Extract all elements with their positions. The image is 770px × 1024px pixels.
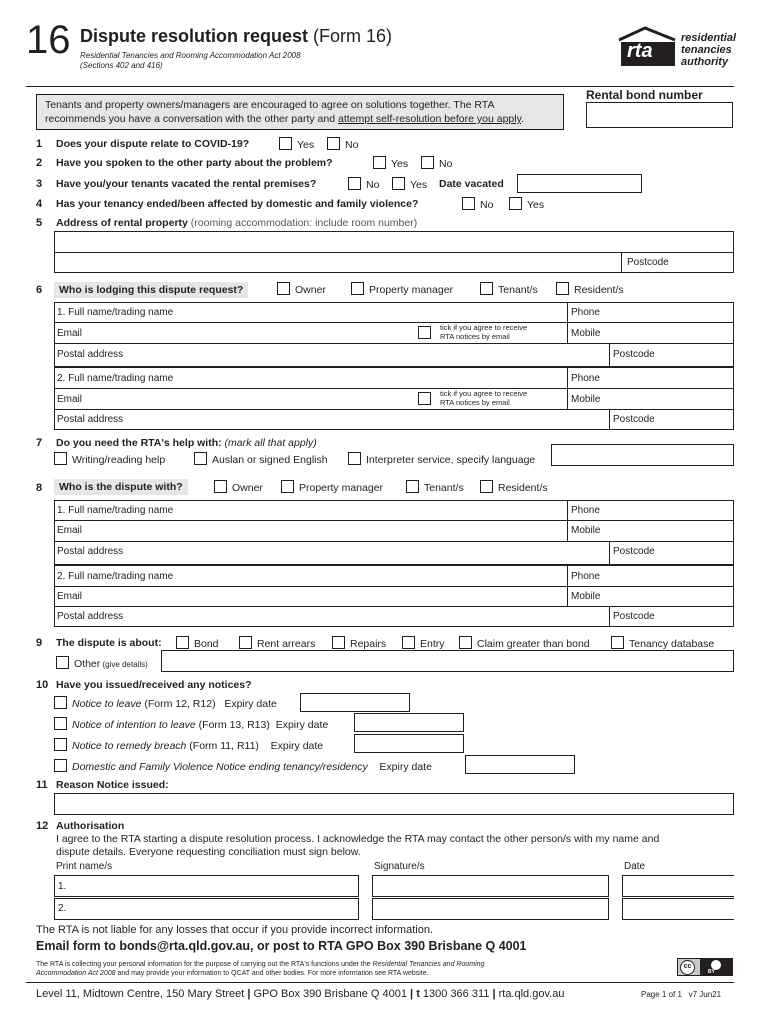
notice-to-leave-expiry[interactable] <box>300 693 410 712</box>
q4-text: Has your tenancy ended/been affected by domestic and family violence? <box>56 198 419 210</box>
q9-bond-checkbox[interactable] <box>176 636 189 649</box>
q7-interpreter-checkbox[interactable] <box>348 452 361 465</box>
row-2-label: 2. <box>58 903 67 914</box>
q8-p1-phone: Phone <box>571 505 600 516</box>
q6-p1-email: Email <box>57 328 83 339</box>
cc-icon: cc <box>680 960 695 975</box>
date-2[interactable] <box>622 898 734 920</box>
print-name-label: Print name/s <box>56 861 113 872</box>
q6-row-line <box>54 322 734 323</box>
q3-text: Have you/your tenants vacated the rental premises? <box>56 178 317 190</box>
q9-repairs[interactable]: Repairs <box>332 636 386 650</box>
q8-p2-postal: Postal address <box>57 611 124 622</box>
q9-claim[interactable]: Claim greater than bond <box>459 636 590 650</box>
q10-dfv-notice[interactable]: Domestic and Family Violence Notice ending tenancy/residency Expiry date <box>54 759 432 773</box>
privacy-notice: The RTA is collecting your personal information for the purpose of carrying out the RTA's functions under the Residential Tenancies and Rooming Accommodation Act 2008 and may provide your information to QCAT and other bodies. For more information see RTA website. <box>36 961 485 977</box>
q8-property-manager[interactable]: Property manager <box>281 480 383 494</box>
q6-row-line <box>54 388 734 389</box>
bond-number-field[interactable] <box>586 102 733 128</box>
q6-p2-name: 2. Full name/trading name <box>57 373 174 384</box>
page-title <box>80 26 392 47</box>
q8-label: Who is the dispute with? <box>54 479 188 495</box>
q12-number: 12 <box>36 820 49 832</box>
q3-no[interactable]: No <box>348 177 379 191</box>
q4-no-checkbox[interactable] <box>462 197 475 210</box>
language-field[interactable] <box>551 444 734 466</box>
q7-writing-help[interactable]: Writing/reading help <box>54 452 165 466</box>
q1-number: 1 <box>36 138 43 150</box>
submission-instructions: Email form to bonds@rta.qld.gov.au, or post to RTA GPO Box 390 Brisbane Q 4001 <box>36 939 527 953</box>
q9-bond[interactable]: Bond <box>176 636 219 650</box>
q10-n2-checkbox[interactable] <box>54 717 67 730</box>
q2-yes-checkbox[interactable] <box>373 156 386 169</box>
notice-intention-expiry[interactable] <box>354 713 464 732</box>
q7-writing-checkbox[interactable] <box>54 452 67 465</box>
q6-p2-email: Email <box>57 394 83 405</box>
by-panel <box>700 959 732 976</box>
q4-yes-checkbox[interactable] <box>509 197 522 210</box>
q6-tenants-checkbox[interactable] <box>480 282 493 295</box>
q8-row-line <box>54 520 734 521</box>
q6-p1-tick-text: tick if you agree to receive RTA notices by email <box>440 323 528 341</box>
q3-yes[interactable]: Yes <box>392 177 427 191</box>
header-rule <box>26 86 734 87</box>
q9-text: The dispute is about: <box>56 637 162 649</box>
q6-p1-postcode: Postcode <box>613 349 655 360</box>
q1-no-checkbox[interactable] <box>327 137 340 150</box>
q6-label: Who is lodging this dispute request? <box>54 282 248 298</box>
q6-p2-tick-text: tick if you agree to receive RTA notices by email <box>440 389 528 407</box>
q9-repairs-checkbox[interactable] <box>332 636 345 649</box>
reason-notice-field[interactable] <box>54 793 734 815</box>
q2-no-checkbox[interactable] <box>421 156 434 169</box>
liability-text: The RTA is not liable for any losses that occur if you provide incorrect information. <box>36 924 433 936</box>
form-number: 16 <box>26 18 71 62</box>
q8-p2-email: Email <box>57 591 83 602</box>
q8-owner[interactable]: Owner <box>214 480 263 494</box>
title-rest: (Form 16) <box>308 26 393 46</box>
intro-line-1: Tenants and property owners/managers are encouraged to agree on solutions together. The RTA <box>45 99 495 111</box>
q6-p2-phone: Phone <box>571 373 600 384</box>
q10-n4-checkbox[interactable] <box>54 759 67 772</box>
q10-n3-checkbox[interactable] <box>54 738 67 751</box>
signature-label: Signature/s <box>374 861 425 872</box>
q6-p1-name: 1. Full name/trading name <box>57 307 174 318</box>
bond-label: Rental bond number <box>586 88 703 102</box>
notice-remedy-expiry[interactable] <box>354 734 464 753</box>
row-1-label: 1. <box>58 881 67 892</box>
q2-text: Have you spoken to the other party about the problem? <box>56 157 333 169</box>
print-name-2[interactable] <box>54 898 359 920</box>
q8-p2-mobile: Mobile <box>571 591 601 602</box>
q8-p1-postcode: Postcode <box>613 546 655 557</box>
q6-row-line <box>54 343 734 344</box>
q6-pm-checkbox[interactable] <box>351 282 364 295</box>
q8-col-line <box>609 541 610 564</box>
q8-party-divider <box>54 564 734 566</box>
q10-number: 10 <box>36 679 49 691</box>
q9-tenancy-database[interactable]: Tenancy database <box>611 636 714 650</box>
q6-party-divider <box>54 366 734 368</box>
q11-number: 11 <box>36 779 48 791</box>
q8-residents-checkbox[interactable] <box>480 480 493 493</box>
dfv-notice-expiry[interactable] <box>465 755 575 774</box>
print-name-1[interactable] <box>54 875 359 897</box>
q8-p1-mobile: Mobile <box>571 525 601 536</box>
q4-yes[interactable]: Yes <box>509 197 544 211</box>
q8-pm-checkbox[interactable] <box>281 480 294 493</box>
q10-text: Have you issued/received any notices? <box>56 679 252 691</box>
q1-yes-checkbox[interactable] <box>279 137 292 150</box>
q3-number: 3 <box>36 178 43 190</box>
footer-rule <box>26 982 734 983</box>
signature-2[interactable] <box>372 898 609 920</box>
q8-row-line <box>54 606 734 607</box>
q6-number: 6 <box>36 284 43 296</box>
intro-line-2: recommends you have a conversation with the other party and attempt self-resolution before you apply. <box>45 113 524 125</box>
q10-notice-remedy[interactable]: Notice to remedy breach (Form 11, R11) Expiry date <box>54 738 323 752</box>
q6-p1-mobile: Mobile <box>571 328 601 339</box>
logo-word-1: residential <box>681 32 737 44</box>
q7-interpreter[interactable]: Interpreter service, specify language <box>348 452 535 466</box>
q6-p1-phone: Phone <box>571 307 600 318</box>
q3-no-checkbox[interactable] <box>348 177 361 190</box>
q7-text: Do you need the RTA's help with: (mark all that apply) <box>56 437 317 449</box>
q1-yes[interactable]: Yes <box>279 137 314 151</box>
q12-text: Authorisation <box>56 820 125 832</box>
q8-row-line <box>54 586 734 587</box>
q12-line-2: dispute details. Everyone requesting conciliation must sign below. <box>56 846 361 858</box>
address-divider <box>54 252 734 253</box>
q7-number: 7 <box>36 437 43 449</box>
act-line: Residential Tenancies and Rooming Accommodation Act 2008 <box>80 51 301 60</box>
q8-p1-postal: Postal address <box>57 546 124 557</box>
q8-col-line <box>609 606 610 627</box>
q4-number: 4 <box>36 198 43 210</box>
page-number: Page 1 of 1 v7 Jun21 <box>641 990 722 999</box>
q1-no[interactable]: No <box>327 137 358 151</box>
q8-p2-phone: Phone <box>571 571 600 582</box>
q6-p2-email-consent-checkbox[interactable] <box>418 392 431 405</box>
signature-1[interactable] <box>372 875 609 897</box>
q6-col-line <box>567 302 568 343</box>
q8-residents[interactable]: Resident/s <box>480 480 548 494</box>
q6-owner-checkbox[interactable] <box>277 282 290 295</box>
q6-p1-email-consent-checkbox[interactable] <box>418 326 431 339</box>
q2-no[interactable]: No <box>421 156 452 170</box>
intro-box <box>36 94 564 130</box>
q3-yes-checkbox[interactable] <box>392 177 405 190</box>
q11-text: Reason Notice issued: <box>56 779 169 791</box>
by-label: BY <box>708 969 715 975</box>
q8-owner-checkbox[interactable] <box>214 480 227 493</box>
date-vacated-field[interactable] <box>517 174 642 193</box>
q12-line-1: I agree to the RTA starting a dispute resolution process. I acknowledge the RTA may contact the other person/s with my name and <box>56 833 660 845</box>
q8-col-line <box>567 566 568 606</box>
q6-col-line <box>609 409 610 430</box>
q10-n1-checkbox[interactable] <box>54 696 67 709</box>
q10-notice-intention[interactable]: Notice of intention to leave (Form 13, R13) Expiry date <box>54 717 328 731</box>
rta-logo <box>615 26 735 70</box>
q8-p2-postcode: Postcode <box>613 611 655 622</box>
q6-residents-checkbox[interactable] <box>556 282 569 295</box>
q6-property-manager[interactable]: Property manager <box>351 282 453 296</box>
q6-tenants[interactable]: Tenant/s <box>480 282 538 296</box>
q8-col-line <box>567 500 568 541</box>
q9-rent-arrears[interactable]: Rent arrears <box>239 636 315 650</box>
q5-number: 5 <box>36 217 43 229</box>
q6-col-line <box>609 343 610 366</box>
q6-row-line <box>54 409 734 410</box>
q6-p2-mobile: Mobile <box>571 394 601 405</box>
q6-p2-postal: Postal address <box>57 414 124 425</box>
rta-logo-text: rta <box>627 40 653 62</box>
q8-p1-email: Email <box>57 525 83 536</box>
self-resolution-link[interactable]: attempt self-resolution before you apply <box>338 113 522 125</box>
sections-line: (Sections 402 and 416) <box>80 61 163 70</box>
q8-row-line <box>54 541 734 542</box>
title-bold: Dispute resolution request <box>80 26 309 46</box>
q4-no[interactable]: No <box>462 197 493 211</box>
footer-address: Level 11, Midtown Centre, 150 Mary Street | GPO Box 390 Brisbane Q 4001 | t 1300 366 311 | rta.qld.gov.au <box>36 988 565 1000</box>
q9-claim-checkbox[interactable] <box>459 636 472 649</box>
q9-entry-checkbox[interactable] <box>402 636 415 649</box>
q3-date-label: Date vacated <box>439 178 504 190</box>
q9-other[interactable]: Other (give details) <box>56 656 148 670</box>
q8-tenants-checkbox[interactable] <box>406 480 419 493</box>
cc-by-badge <box>677 958 733 976</box>
q1-text: Does your dispute relate to COVID-19? <box>56 138 250 150</box>
q9-other-checkbox[interactable] <box>56 656 69 669</box>
q9-rent-checkbox[interactable] <box>239 636 252 649</box>
other-details-field[interactable] <box>161 650 734 672</box>
date-label: Date <box>624 861 646 872</box>
q8-p1-name: 1. Full name/trading name <box>57 505 174 516</box>
postcode-divider <box>621 252 622 273</box>
q10-notice-to-leave[interactable]: Notice to leave (Form 12, R12) Expiry date <box>54 696 277 710</box>
q8-number: 8 <box>36 482 43 494</box>
q9-database-checkbox[interactable] <box>611 636 624 649</box>
q8-p2-name: 2. Full name/trading name <box>57 571 174 582</box>
q6-col-line <box>567 368 568 409</box>
q2-number: 2 <box>36 157 43 169</box>
q6-p2-postcode: Postcode <box>613 414 655 425</box>
q7-auslan[interactable]: Auslan or signed English <box>194 452 328 466</box>
q2-yes[interactable]: Yes <box>373 156 408 170</box>
q9-number: 9 <box>36 637 43 649</box>
q9-entry[interactable]: Entry <box>402 636 445 650</box>
date-1[interactable] <box>622 875 734 897</box>
q6-p1-postal: Postal address <box>57 349 124 360</box>
q8-tenants[interactable]: Tenant/s <box>406 480 464 494</box>
logo-word-3: authority <box>681 56 729 68</box>
logo-word-2: tenancies <box>681 44 732 56</box>
q6-residents[interactable]: Resident/s <box>556 282 624 296</box>
q6-owner[interactable]: Owner <box>277 282 326 296</box>
q7-auslan-checkbox[interactable] <box>194 452 207 465</box>
q5-text: Address of rental property (rooming accommodation: include room number) <box>56 217 418 229</box>
q5-postcode-label: Postcode <box>627 257 669 268</box>
